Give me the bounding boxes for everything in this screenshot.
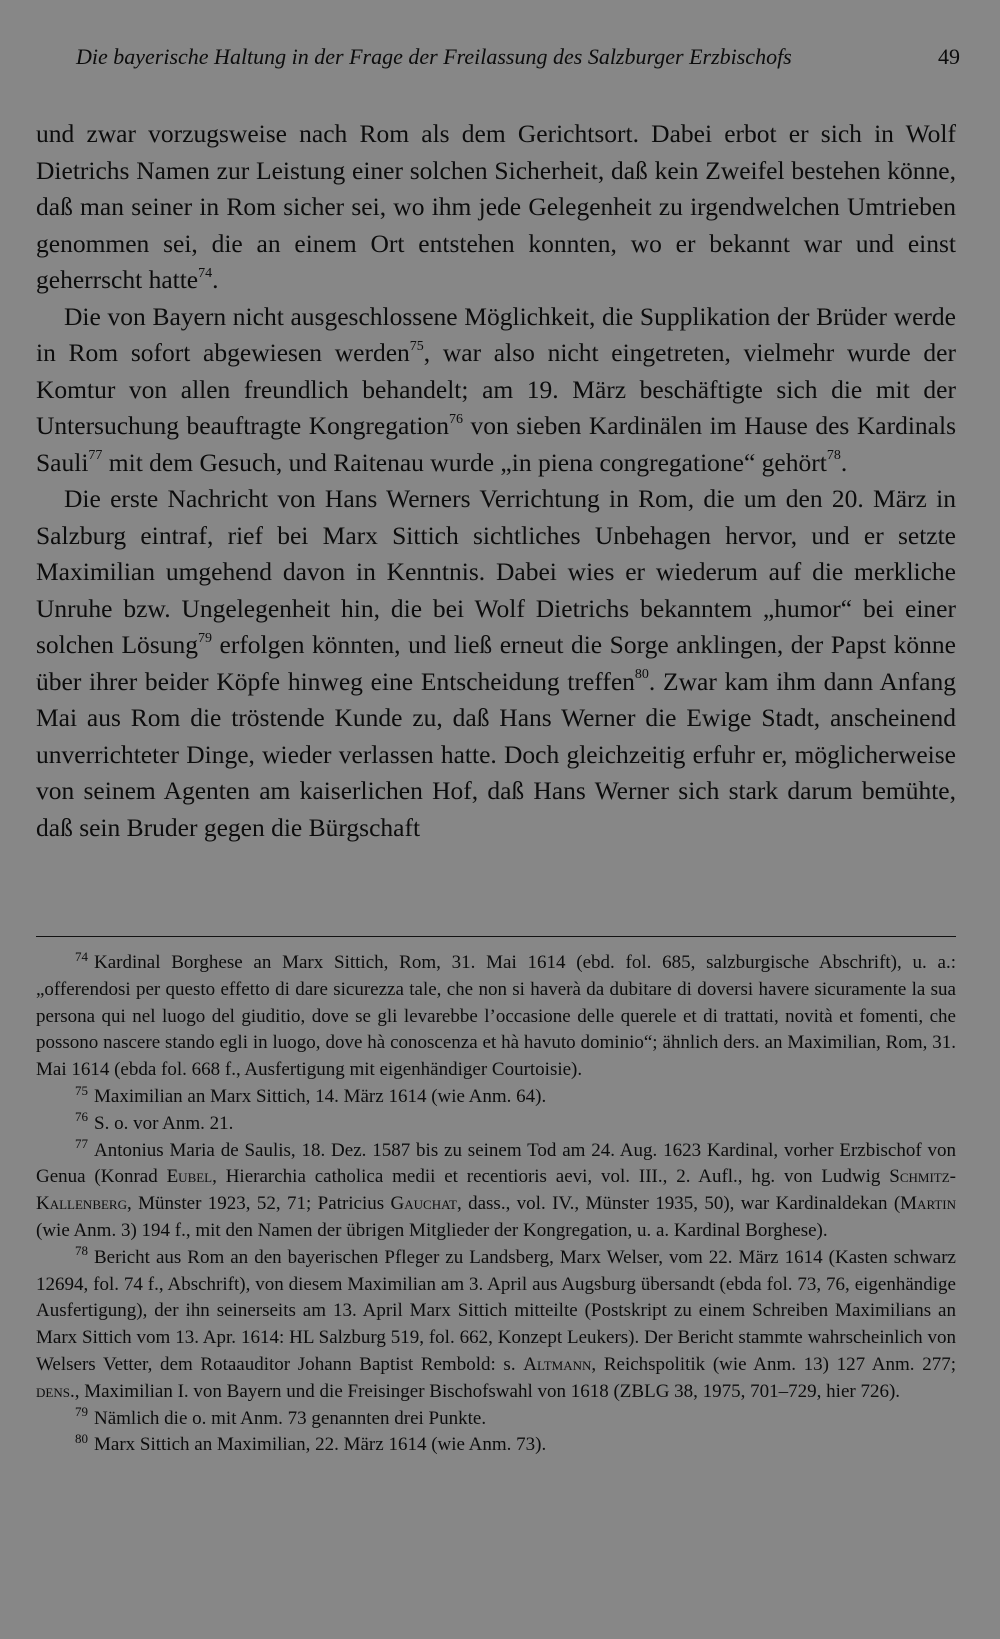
footnote-text: Marx Sittich an Maximilian, 22. März 1614 (wie Anm. 73). [94,1434,547,1456]
paragraph-3 [36,481,956,846]
paragraph-2-text-a: Die von Bayern nicht ausgeschlossene Möglichkeit, die Supplikation der Brüder werde in Rom sofort abgewiesen werden [36,301,956,367]
footnote-ref-76: 76 [448,411,463,427]
footnote-74: 74 Kardinal Borghese an Marx Sittich, Rom, 31. Mai 1614 (ebd. fol. 685, salzburgische Abschrift), u. a.: „offerendosi per questo effetto di dare sicurezza tale, che non si haverà da dubitare di doversi havere sicuramente la sua persona qui nel luogo del giuditio, dove se gli levarebbe l’occasione delle querele et di trattati, novità et fomenti, che possono nascere stando egli in luogo, dove hà conoscenza et hà havuto dominio“; ähnlich ders. an Maximilian, Rom, 31. Mai 1614 (ebda fol. 668 f., Ausfertigung mit eigenhändiger Courtoisie). [36,948,956,1081]
footnote-text: , Maximilian I. von Bayern und die Freisinger Bischofswahl von 1618 (ZBLG 38, 1975, 701–729, hier 726). [74,1380,901,1402]
paragraph-1 [36,116,956,299]
footnote-text: (wie Anm. 3) 194 f., mit den Namen der übrigen Mitglieder der Kongregation, u. a. Kardinal Borghese). [36,1219,828,1241]
paragraph-2-text-e: . [840,447,848,477]
author-name: Schmitz-Kallenberg [36,1166,956,1215]
footnote-text: , Münster 1923, 52, 71; Patricius [127,1193,391,1215]
page-number: 49 [938,44,960,69]
author-name: Gauchat [390,1193,457,1215]
paragraph-1-text-end: . [212,265,219,294]
footnote-divider [36,936,956,937]
footnote-ref-74: 74 [198,265,213,281]
footnote-ref-79: 79 [197,630,212,646]
paragraph-2-text-d: mit dem Gesuch, und Raitenau wurde „in piena congregatione“ gehört [102,447,827,477]
footnote-text: S. o. vor Anm. 21. [94,1112,234,1134]
footnote-text: , Hierarchia catholica medii et recentioris aevi, vol. III., 2. Aufl., hg. von Ludwig [212,1166,890,1188]
running-header [76,44,960,80]
footnote-text: Kardinal Borghese an Marx Sittich, Rom, 31. Mai 1614 (ebd. fol. 685, salzburgische Abschrift), u. a.: „offerendosi per questo effetto di dare sicurezza tale, che non si haverà da dubitare di doversi havere sicuramente la sua persona qui nel luogo del giuditio, dove se gli levarebbe l’occasione delle querele et di trattati, novità et fomenti, che possono nascere stando egli in luogo, dove hà conoscenza et hà havuto dominio“; ähnlich ders. an Maximilian, Rom, 31. Mai 1614 (ebda fol. 668 f., Ausfertigung mit eigenhändiger Courtoisie). [36,952,956,1081]
footnote-ref-75: 75 [409,338,424,354]
paragraph-3-text-c: . Zwar kam ihm dann Anfang Mai aus Rom die tröstende Kunde zu, daß Hans Werner die Ewige Stadt, anscheinend unverrichteter Dinge, wieder verlassen hatte. Doch gleichzeitig erfuhr er, möglicherweise von seinem Agenten am kaiserlichen Hof, daß Hans Werner sich stark darum bemühte, daß sein Bruder gegen die Bürgschaft [36,666,956,842]
footnote-text: Maximilian an Marx Sittich, 14. März 1614 (wie Anm. 64). [94,1085,547,1107]
footnotes [36,950,956,1459]
footnote-text: Nämlich die o. mit Anm. 73 genannten drei Punkte. [94,1407,487,1429]
footnote-80: 80 Marx Sittich an Maximilian, 22. März 1614 (wie Anm. 73). [75,1431,547,1456]
footnote-75: 75 Maximilian an Marx Sittich, 14. März 1614 (wie Anm. 64). [75,1082,547,1107]
paragraph-2 [36,299,956,482]
main-text [36,116,956,846]
footnote-ref-78: 78 [826,448,841,463]
footnote-78: 78 Bericht aus Rom an den bayerischen Pfleger zu Landsberg, Marx Welser, vom 22. März 1614 (Kasten schwarz 12694, fol. 74 f., Abschrift), von diesem Maximilian am 3. April aus Augsburg übersandt (ebda fol. 73, 76, eigenhändige Ausfertigung), der ihn seinerseits am 13. April Marx Sittich mitteilte (Postskript zu einem Schreiben Maximilians an Marx Sittich vom 13. Apr. 1614: HL Salzburg 519, fol. 662, Konzept Leukers). Der Bericht stammte wahrscheinlich von Welsers Vetter, dem Rotaauditor Johann Baptist Rembold: s. Altmann, Reichspolitik (wie Anm. 13) 127 Anm. 277; dens., Maximilian I. von Bayern und die Freisinger Bischofswahl von 1618 (ZBLG 38, 1975, 701–729, hier 726). [36,1243,956,1402]
author-name: dens. [36,1380,75,1402]
footnote-ref-77: 77 [88,448,103,463]
footnote-text: Antonius Maria de Saulis, 18. Dez. 1587 bis zu seinem Tod am 24. Aug. 1623 Kardinal, vorher Erzbischof von Genua (Konrad [36,1139,956,1188]
author-name: Martin [900,1193,956,1215]
paragraph-1-text: und zwar vorzugsweise nach Rom als dem Gerichtsort. Dabei erbot er sich in Wolf Dietrichs Namen zur Leistung einer solchen Sicherheit, daß kein Zweifel bestehen könne, daß man seiner in Rom sicher sei, wo ihm jede Gelegenheit zu irgendwelchen Umtrieben genommen sei, die an einem Ort entstehen konnten, wo er bekannt war und einst geherrscht hatte [36,119,956,294]
author-name: Eubel [166,1166,213,1188]
running-title: Die bayerische Haltung in der Frage der Freilassung des Salzburger Erzbischofs [76,44,792,69]
paragraph-2-text-b: , war also nicht eingetreten, vielmehr wurde der Komtur von allen freundlich behandelt; am 19. März beschäftigte sich die mit der Untersuchung beauftragte Kongregation [36,338,956,440]
footnote-text: Bericht aus Rom an den bayerischen Pfleger zu Landsberg, Marx Welser, vom 22. März 1614 (Kasten schwarz 12694, fol. 74 f., Abschrift), von diesem Maximilian am 3. April aus Augsburg übersandt (ebda fol. 73, 76, eigenhändige Ausfertigung), der ihn seinerseits am 13. April Marx Sittich mitteilte (Postskript zu einem Schreiben Maximilians an Marx Sittich vom 13. Apr. 1614: HL Salzburg 519, fol. 662, Konzept Leukers). Der Bericht stammte wahrscheinlich von Welsers Vetter, dem Rotaauditor Johann Baptist Rembold: s. [36,1246,956,1375]
author-name: Altmann [523,1353,592,1375]
paragraph-3-text-a: Die erste Nachricht von Hans Werners Verrichtung in Rom, die um den 20. März in Salzburg eintraf, rief bei Marx Sittich sichtliches Unbehagen hervor, und er setzte Maximilian umgehend davon in Kenntnis. Dabei wies er wiederum auf die merkliche Unruhe bzw. Ungelegenheit hin, die bei Wolf Dietrichs bekanntem „humor“ bei einer solchen Lösung [36,484,956,659]
footnote-79: 79 Nämlich die o. mit Anm. 73 genannten drei Punkte. [75,1404,487,1429]
paragraph-2-text-c: von sieben Kardinälen im Hause des Kardinals Sauli [36,411,956,477]
paragraph-3-text-b: erfolgen könnten, und ließ erneut die Sorge anklingen, der Papst könne über ihrer beider Köpfe hinweg eine Entscheidung treffen [36,630,956,696]
footnote-text: , Reichspolitik (wie Anm. 13) 127 Anm. 277; [591,1353,956,1375]
footnote-77: 77 Antonius Maria de Saulis, 18. Dez. 1587 bis zu seinem Tod am 24. Aug. 1623 Kardinal, vorher Erzbischof von Genua (Konrad Eubel, Hierarchia catholica medii et recentioris aevi, vol. III., 2. Aufl., hg. von Ludwig Schmitz-Kallenberg, Münster 1923, 52, 71; Patricius Gauchat, dass., vol. IV., Münster 1935, 50), war Kardinaldekan (Martin (wie Anm. 3) 194 f., mit den Namen der übrigen Mitglieder der Kongregation, u. a. Kardinal Borghese). [36,1136,956,1241]
footnote-text: , dass., vol. IV., Münster 1935, 50), war Kardinaldekan ( [456,1193,901,1215]
footnote-76: 76 S. o. vor Anm. 21. [75,1109,234,1134]
footnote-ref-80: 80 [634,667,649,682]
